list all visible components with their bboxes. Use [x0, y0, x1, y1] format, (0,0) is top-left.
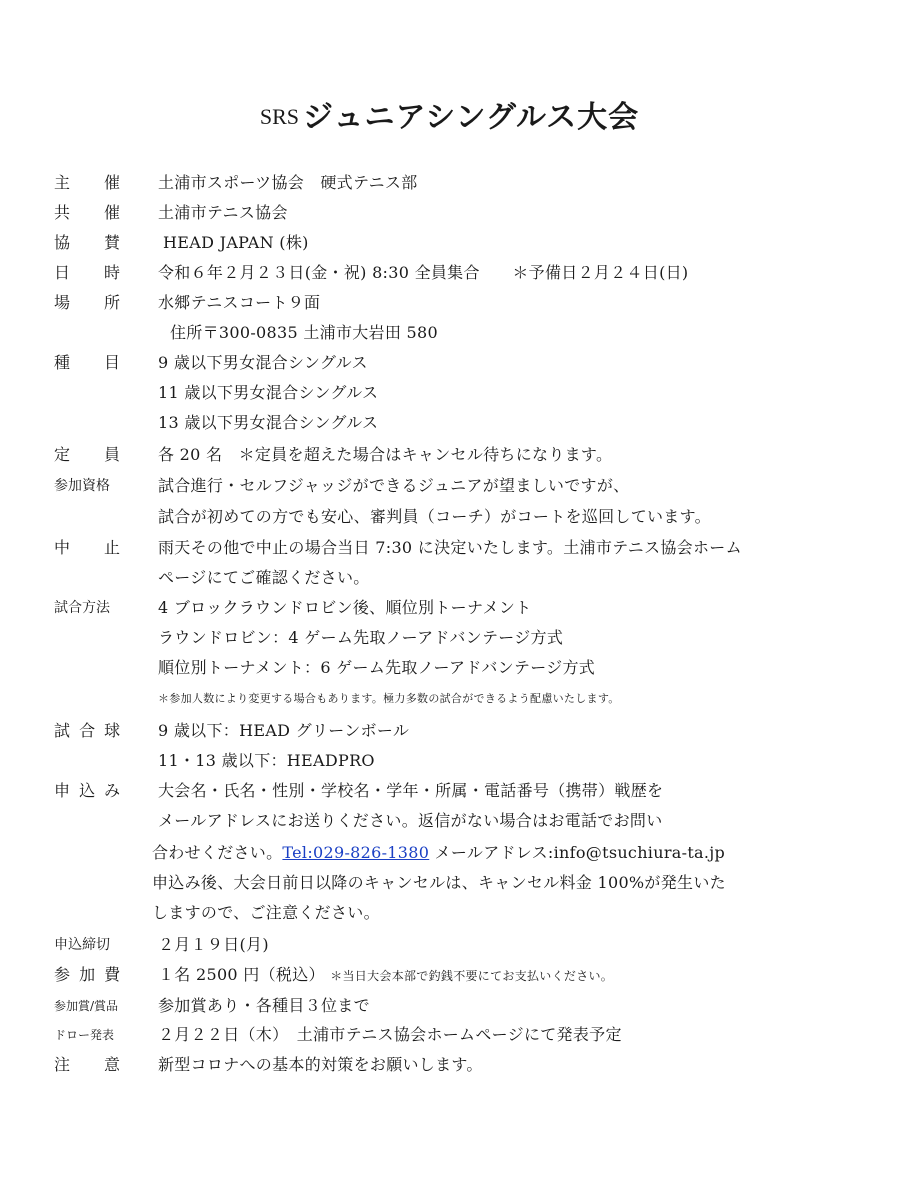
label-eligibility: 参加資格 — [54, 478, 110, 494]
tel-link[interactable]: Tel:029-826-1380 — [282, 843, 430, 862]
label-host: 主 催 — [54, 173, 120, 192]
label-fee: 参 加 費 — [54, 965, 123, 984]
label-cohost: 共 催 — [54, 203, 120, 222]
value-fee — [158, 964, 613, 987]
label-date: 日 時 — [54, 263, 120, 282]
value-apply-line: 大会名・氏名・性別・学校名・学年・所属・電話番号（携帯）戦歴を — [158, 781, 664, 800]
value-format-line: ラウンドロビン：4 ゲーム先取ノーアドバンテージ方式 — [158, 628, 564, 647]
label-events: 種 目 — [54, 353, 120, 372]
label-prize: 参加賞/賞品 — [54, 999, 119, 1013]
value-format-line: 順位別トーナメント：6 ゲーム先取ノーアドバンテージ方式 — [158, 658, 596, 677]
label-sponsor: 協 賛 — [54, 233, 120, 252]
value-capacity: 各 20 名 ＊定員を超えた場合はキャンセル待ちになります。 — [158, 445, 613, 464]
value-prize: 参加賞あり・各種目３位まで — [158, 996, 370, 1015]
value-cancel-line: 雨天その他で中止の場合当日 7:30 に決定いたします。土浦市テニス協会ホーム — [158, 538, 742, 557]
event-item: 11 歳以下男女混合シングルス — [158, 383, 379, 402]
title-prefix: SRS — [259, 104, 300, 129]
title-main: ジュニアシングルス大会 — [303, 100, 640, 135]
document-title — [0, 92, 899, 136]
label-apply: 申 込 み — [54, 781, 123, 800]
label-ball: 試 合 球 — [54, 721, 123, 740]
value-format-note: ＊参加人数により変更する場合もあります。極力多数の試合ができるよう配慮いたします。 — [158, 692, 620, 705]
value-apply-line: 申込み後、大会日前日以降のキャンセルは、キャンセル料金 100%が発生いた — [152, 873, 726, 892]
apply-contact-email: メールアドレス:info@tsuchiura-ta.jp — [429, 843, 726, 862]
value-notice: 新型コロナへの基本的対策をお願いします。 — [158, 1055, 483, 1074]
value-eligibility-line: 試合が初めての方でも安心、審判員（コーチ）がコートを巡回しています。 — [158, 507, 711, 526]
label-notice: 注 意 — [54, 1055, 120, 1074]
value-date: 令和６年２月２３日(金・祝) 8:30 全員集合 ＊予備日２月２４日(日) — [158, 263, 689, 282]
fee-amount: １名 2500 円（税込） — [158, 965, 325, 984]
value-ball-line: 11・13 歳以下：HEADPRO — [158, 751, 375, 770]
label-venue: 場 所 — [54, 293, 120, 312]
value-eligibility-line: 試合進行・セルフジャッジができるジュニアが望ましいですが、 — [158, 476, 630, 495]
event-item: 13 歳以下男女混合シングルス — [158, 413, 379, 432]
value-apply-line: メールアドレスにお送りください。返信がない場合はお電話でお問い — [158, 811, 663, 830]
label-format: 試合方法 — [54, 600, 110, 616]
value-sponsor: HEAD JAPAN (株) — [163, 233, 309, 252]
value-cancel-line: ページにてご確認ください。 — [158, 568, 370, 587]
label-draw: ドロー発表 — [54, 1028, 115, 1042]
value-apply-contact — [152, 842, 725, 864]
value-host: 土浦市スポーツ協会 硬式テニス部 — [158, 173, 418, 192]
label-capacity: 定 員 — [54, 445, 120, 464]
value-venue-address: 住所〒300-0835 土浦市大岩田 580 — [170, 323, 438, 342]
value-cohost: 土浦市テニス協会 — [158, 203, 288, 222]
event-item: 9 歳以下男女混合シングルス — [158, 353, 368, 372]
value-draw: ２月２２日（木） 土浦市テニス協会ホームページにて発表予定 — [158, 1025, 622, 1044]
apply-contact-prefix: 合わせください。 — [152, 843, 283, 862]
label-cancel: 中 止 — [54, 538, 120, 557]
value-venue: 水郷テニスコート９面 — [158, 293, 321, 312]
label-deadline: 申込締切 — [54, 937, 110, 953]
fee-note: ＊当日大会本部で釣銭不要にてお支払いください。 — [330, 969, 614, 983]
value-format-line: 4 ブロックラウンドロビン後、順位別トーナメント — [158, 598, 532, 617]
value-ball-line: 9 歳以下：HEAD グリーンボール — [158, 721, 410, 740]
value-deadline: ２月１９日(月) — [158, 935, 269, 954]
value-apply-line: しますので、ご注意ください。 — [152, 903, 380, 922]
